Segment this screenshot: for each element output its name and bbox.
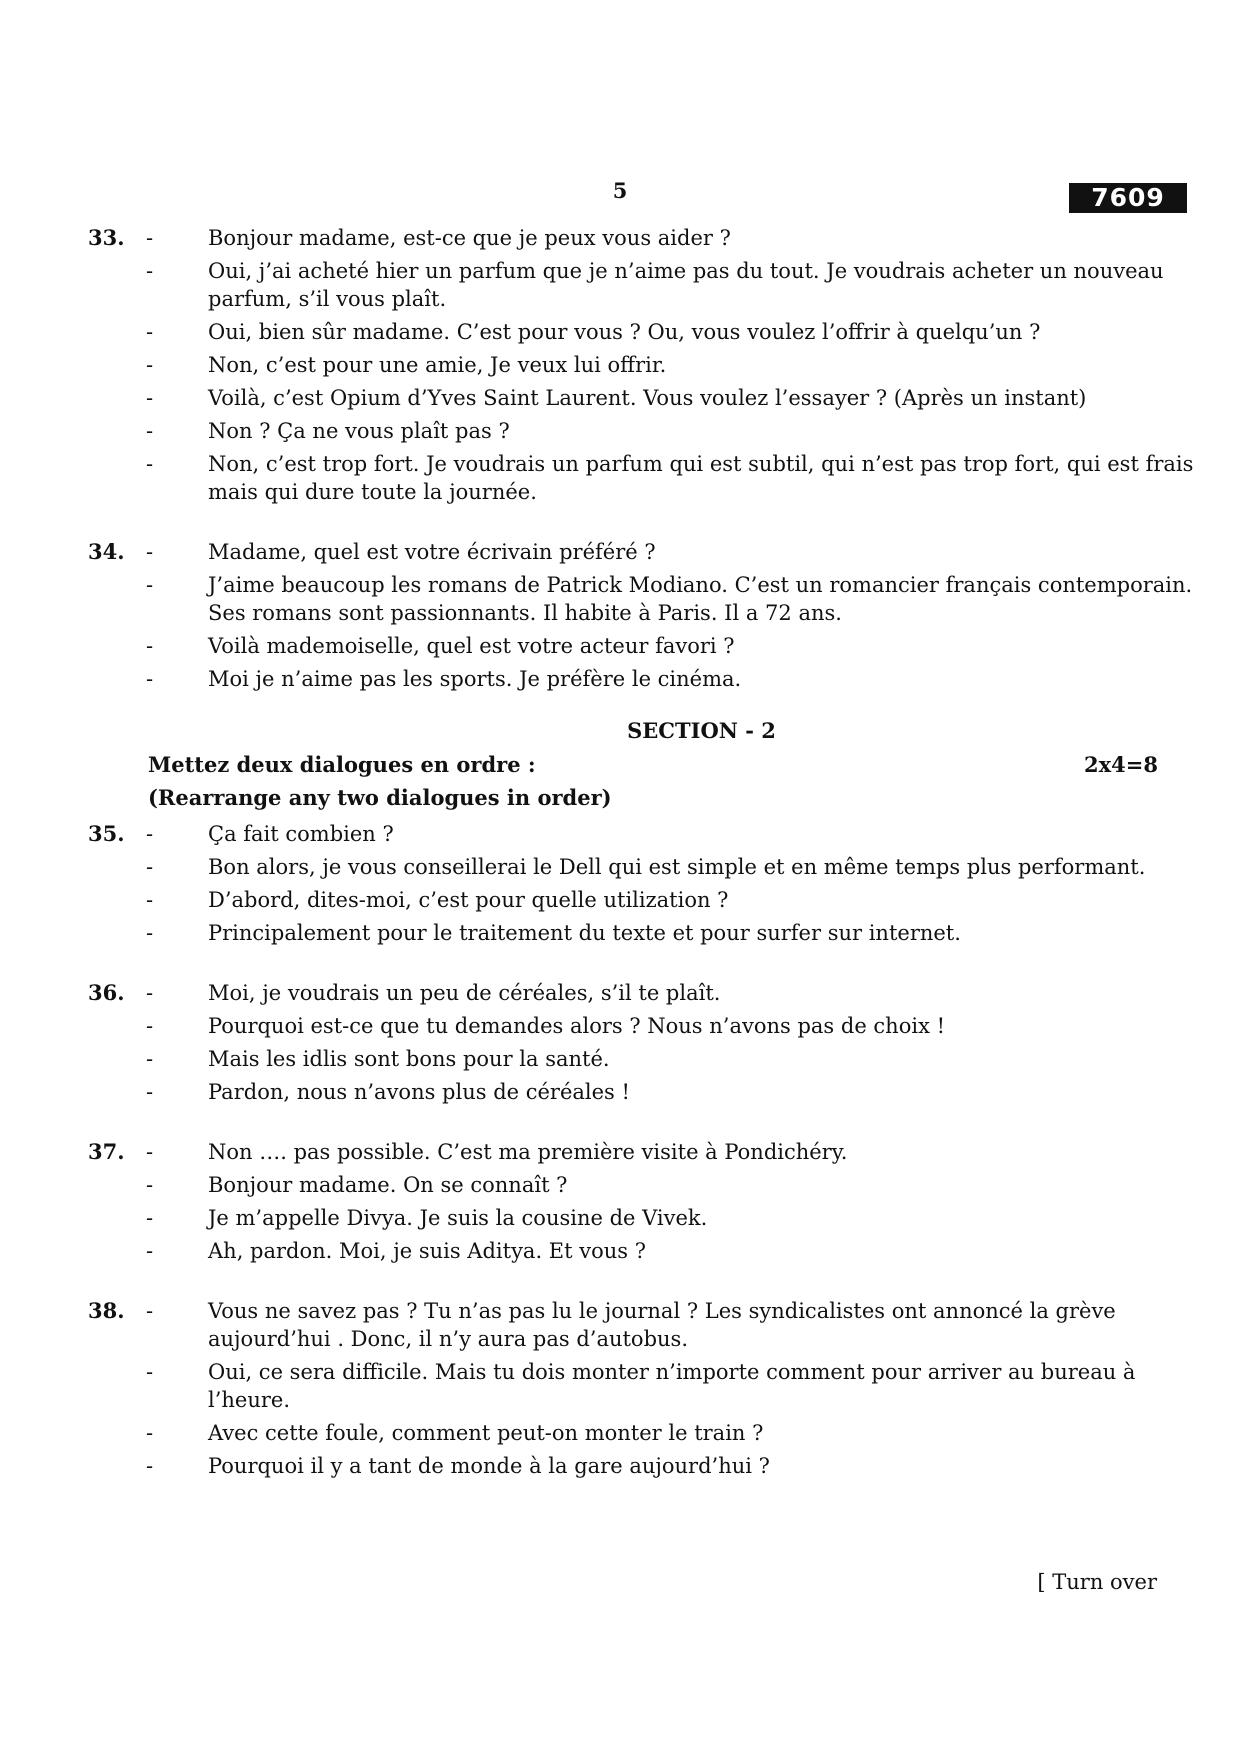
dash-bullet: - <box>146 1014 154 1038</box>
dialogue-line <box>88 257 1195 313</box>
dialogue-text: Non …. pas possible. C’est ma première visite à Pondichéry. <box>208 1140 848 1164</box>
dialogue-line <box>88 318 1195 346</box>
question-number: 36. <box>88 980 125 1005</box>
dialogue-text: J’aime beaucoup les romans de Patrick Modiano. C’est un romancier français contemporain. Ses romans sont passionnants. Il habite à Paris. Il a 72 ans. <box>208 573 1193 625</box>
dialogue-text: Principalement pour le traitement du texte et pour surfer sur internet. <box>208 921 961 945</box>
dialogue-text: D’abord, dites-moi, c’est pour quelle utilization ? <box>208 888 729 912</box>
dialogue-text: Vous ne savez pas ? Tu n’as pas lu le journal ? Les syndicalistes ont annoncé la grève aujourd’hui . Donc, il n’y aura pas d’autobus. <box>208 1299 1116 1351</box>
dash-bullet: - <box>146 320 154 344</box>
dialogue-line <box>88 820 1195 848</box>
dialogue-text: Non, c’est trop fort. Je voudrais un parfum qui est subtil, qui n’est pas trop fort, qui est frais mais qui dure toute la journée. <box>208 452 1194 504</box>
dialogue-text: Voilà, c’est Opium d’Yves Saint Laurent. Vous voulez l’essayer ? (Après un instant) <box>208 386 1087 410</box>
dialogue-text: Mais les idlis sont bons pour la santé. <box>208 1047 610 1071</box>
dialogue-text: Ça fait combien ? <box>208 822 394 846</box>
dialogue-line <box>88 1419 1195 1447</box>
dialogue-text: Bon alors, je vous conseillerai le Dell qui est simple et en même temps plus performant. <box>208 855 1146 879</box>
question-number: 33. <box>88 225 125 250</box>
dialogue-block-2 <box>88 820 1158 1480</box>
dialogue-text: Pourquoi est-ce que tu demandes alors ? Nous n’avons pas de choix ! <box>208 1014 946 1038</box>
dialogue-line <box>88 384 1195 412</box>
dialogue-line <box>88 1204 1195 1232</box>
dialogue-text: Bonjour madame, est-ce que je peux vous aider ? <box>208 226 731 250</box>
dash-bullet: - <box>146 1140 154 1164</box>
dialogue-line <box>88 919 1195 947</box>
dialogue-line <box>88 1078 1195 1106</box>
dash-bullet: - <box>146 822 154 846</box>
dash-bullet: - <box>146 540 154 564</box>
dash-bullet: - <box>146 1080 154 1104</box>
section-title: SECTION - 2 <box>627 718 776 743</box>
dash-bullet: - <box>146 1206 154 1230</box>
question-number: 37. <box>88 1139 125 1164</box>
dialogue-line <box>88 538 1195 566</box>
dash-bullet: - <box>146 1173 154 1197</box>
dialogue-text: Voilà mademoiselle, quel est votre acteur favori ? <box>208 634 735 658</box>
dash-bullet: - <box>146 353 154 377</box>
dialogue-text: Moi je n’aime pas les sports. Je préfère le cinéma. <box>208 667 742 691</box>
dash-bullet: - <box>146 981 154 1005</box>
dialogue-text: Oui, bien sûr madame. C’est pour vous ? Ou, vous voulez l’offrir à quelqu’un ? <box>208 320 1041 344</box>
dash-bullet: - <box>146 888 154 912</box>
dash-bullet: - <box>146 573 154 597</box>
dialogue-line <box>88 1045 1195 1073</box>
section-instruction-en: (Rearrange any two dialogues in order) <box>148 785 612 810</box>
dialogue-line <box>88 224 1195 252</box>
dash-bullet: - <box>146 1360 154 1384</box>
question-34 <box>88 538 1193 693</box>
question-37 <box>88 1138 1158 1265</box>
dialogue-text: Avec cette foule, comment peut-on monter le train ? <box>208 1421 764 1445</box>
question-35 <box>88 820 1158 947</box>
dash-bullet: - <box>146 1421 154 1445</box>
question-number: 34. <box>88 539 125 564</box>
dialogue-text: Non ? Ça ne vous plaît pas ? <box>208 419 510 443</box>
dialogue-text: Pourquoi il y a tant de monde à la gare aujourd’hui ? <box>208 1454 770 1478</box>
dialogue-text: Madame, quel est votre écrivain préféré ? <box>208 540 656 564</box>
dialogue-line <box>88 853 1195 881</box>
dialogue-block-1 <box>88 224 1194 693</box>
question-38 <box>88 1297 1158 1480</box>
dash-bullet: - <box>146 667 154 691</box>
dialogue-line <box>88 1297 1195 1353</box>
dialogue-text: Non, c’est pour une amie, Je veux lui offrir. <box>208 353 667 377</box>
dash-bullet: - <box>146 452 154 476</box>
dialogue-line <box>88 1138 1195 1166</box>
instruction-fr-text: Mettez deux dialogues en ordre : <box>148 752 536 777</box>
dialogue-line <box>88 665 1195 693</box>
turn-over-note: [ Turn over <box>1037 1570 1157 1594</box>
dash-bullet: - <box>146 259 154 283</box>
dialogue-line <box>88 886 1195 914</box>
question-33 <box>88 224 1194 506</box>
question-number: 38. <box>88 1298 125 1323</box>
dialogue-line <box>88 1358 1195 1414</box>
section-marks: 2x4=8 <box>1084 752 1158 777</box>
dialogue-line <box>88 979 1195 1007</box>
dash-bullet: - <box>146 1299 154 1323</box>
dash-bullet: - <box>146 419 154 443</box>
dialogue-line <box>88 1237 1195 1265</box>
page-content <box>88 224 1194 1485</box>
dialogue-line <box>88 450 1195 506</box>
question-36 <box>88 979 1158 1106</box>
dialogue-text: Je m’appelle Divya. Je suis la cousine de Vivek. <box>208 1206 708 1230</box>
dialogue-line <box>88 1012 1195 1040</box>
dash-bullet: - <box>146 1047 154 1071</box>
dialogue-line <box>88 632 1195 660</box>
section-instruction-fr <box>88 751 1158 779</box>
dialogue-text: Oui, ce sera difficile. Mais tu dois monter n’importe comment pour arriver au bureau à l’heure. <box>208 1360 1136 1412</box>
dash-bullet: - <box>146 855 154 879</box>
dialogue-text: Ah, pardon. Moi, je suis Aditya. Et vous ? <box>208 1239 646 1263</box>
dash-bullet: - <box>146 226 154 250</box>
dash-bullet: - <box>146 634 154 658</box>
dash-bullet: - <box>146 1454 154 1478</box>
dialogue-text: Moi, je voudrais un peu de céréales, s’il te plaît. <box>208 981 721 1005</box>
dialogue-line <box>88 1171 1195 1199</box>
dash-bullet: - <box>146 921 154 945</box>
dash-bullet: - <box>146 386 154 410</box>
dialogue-line <box>88 417 1195 445</box>
paper-code-badge: 7609 <box>1069 183 1187 213</box>
section-2 <box>88 717 1158 812</box>
dialogue-line <box>88 351 1195 379</box>
page-number: 5 <box>612 178 628 203</box>
dialogue-text: Pardon, nous n’avons plus de céréales ! <box>208 1080 630 1104</box>
dash-bullet: - <box>146 1239 154 1263</box>
dialogue-text: Bonjour madame. On se connaît ? <box>208 1173 568 1197</box>
dialogue-line <box>88 1452 1195 1480</box>
question-number: 35. <box>88 821 125 846</box>
dialogue-text: Oui, j’ai acheté hier un parfum que je n’aime pas du tout. Je voudrais acheter un nouveau parfum, s’il vous plaît. <box>208 259 1164 311</box>
dialogue-line <box>88 571 1195 627</box>
